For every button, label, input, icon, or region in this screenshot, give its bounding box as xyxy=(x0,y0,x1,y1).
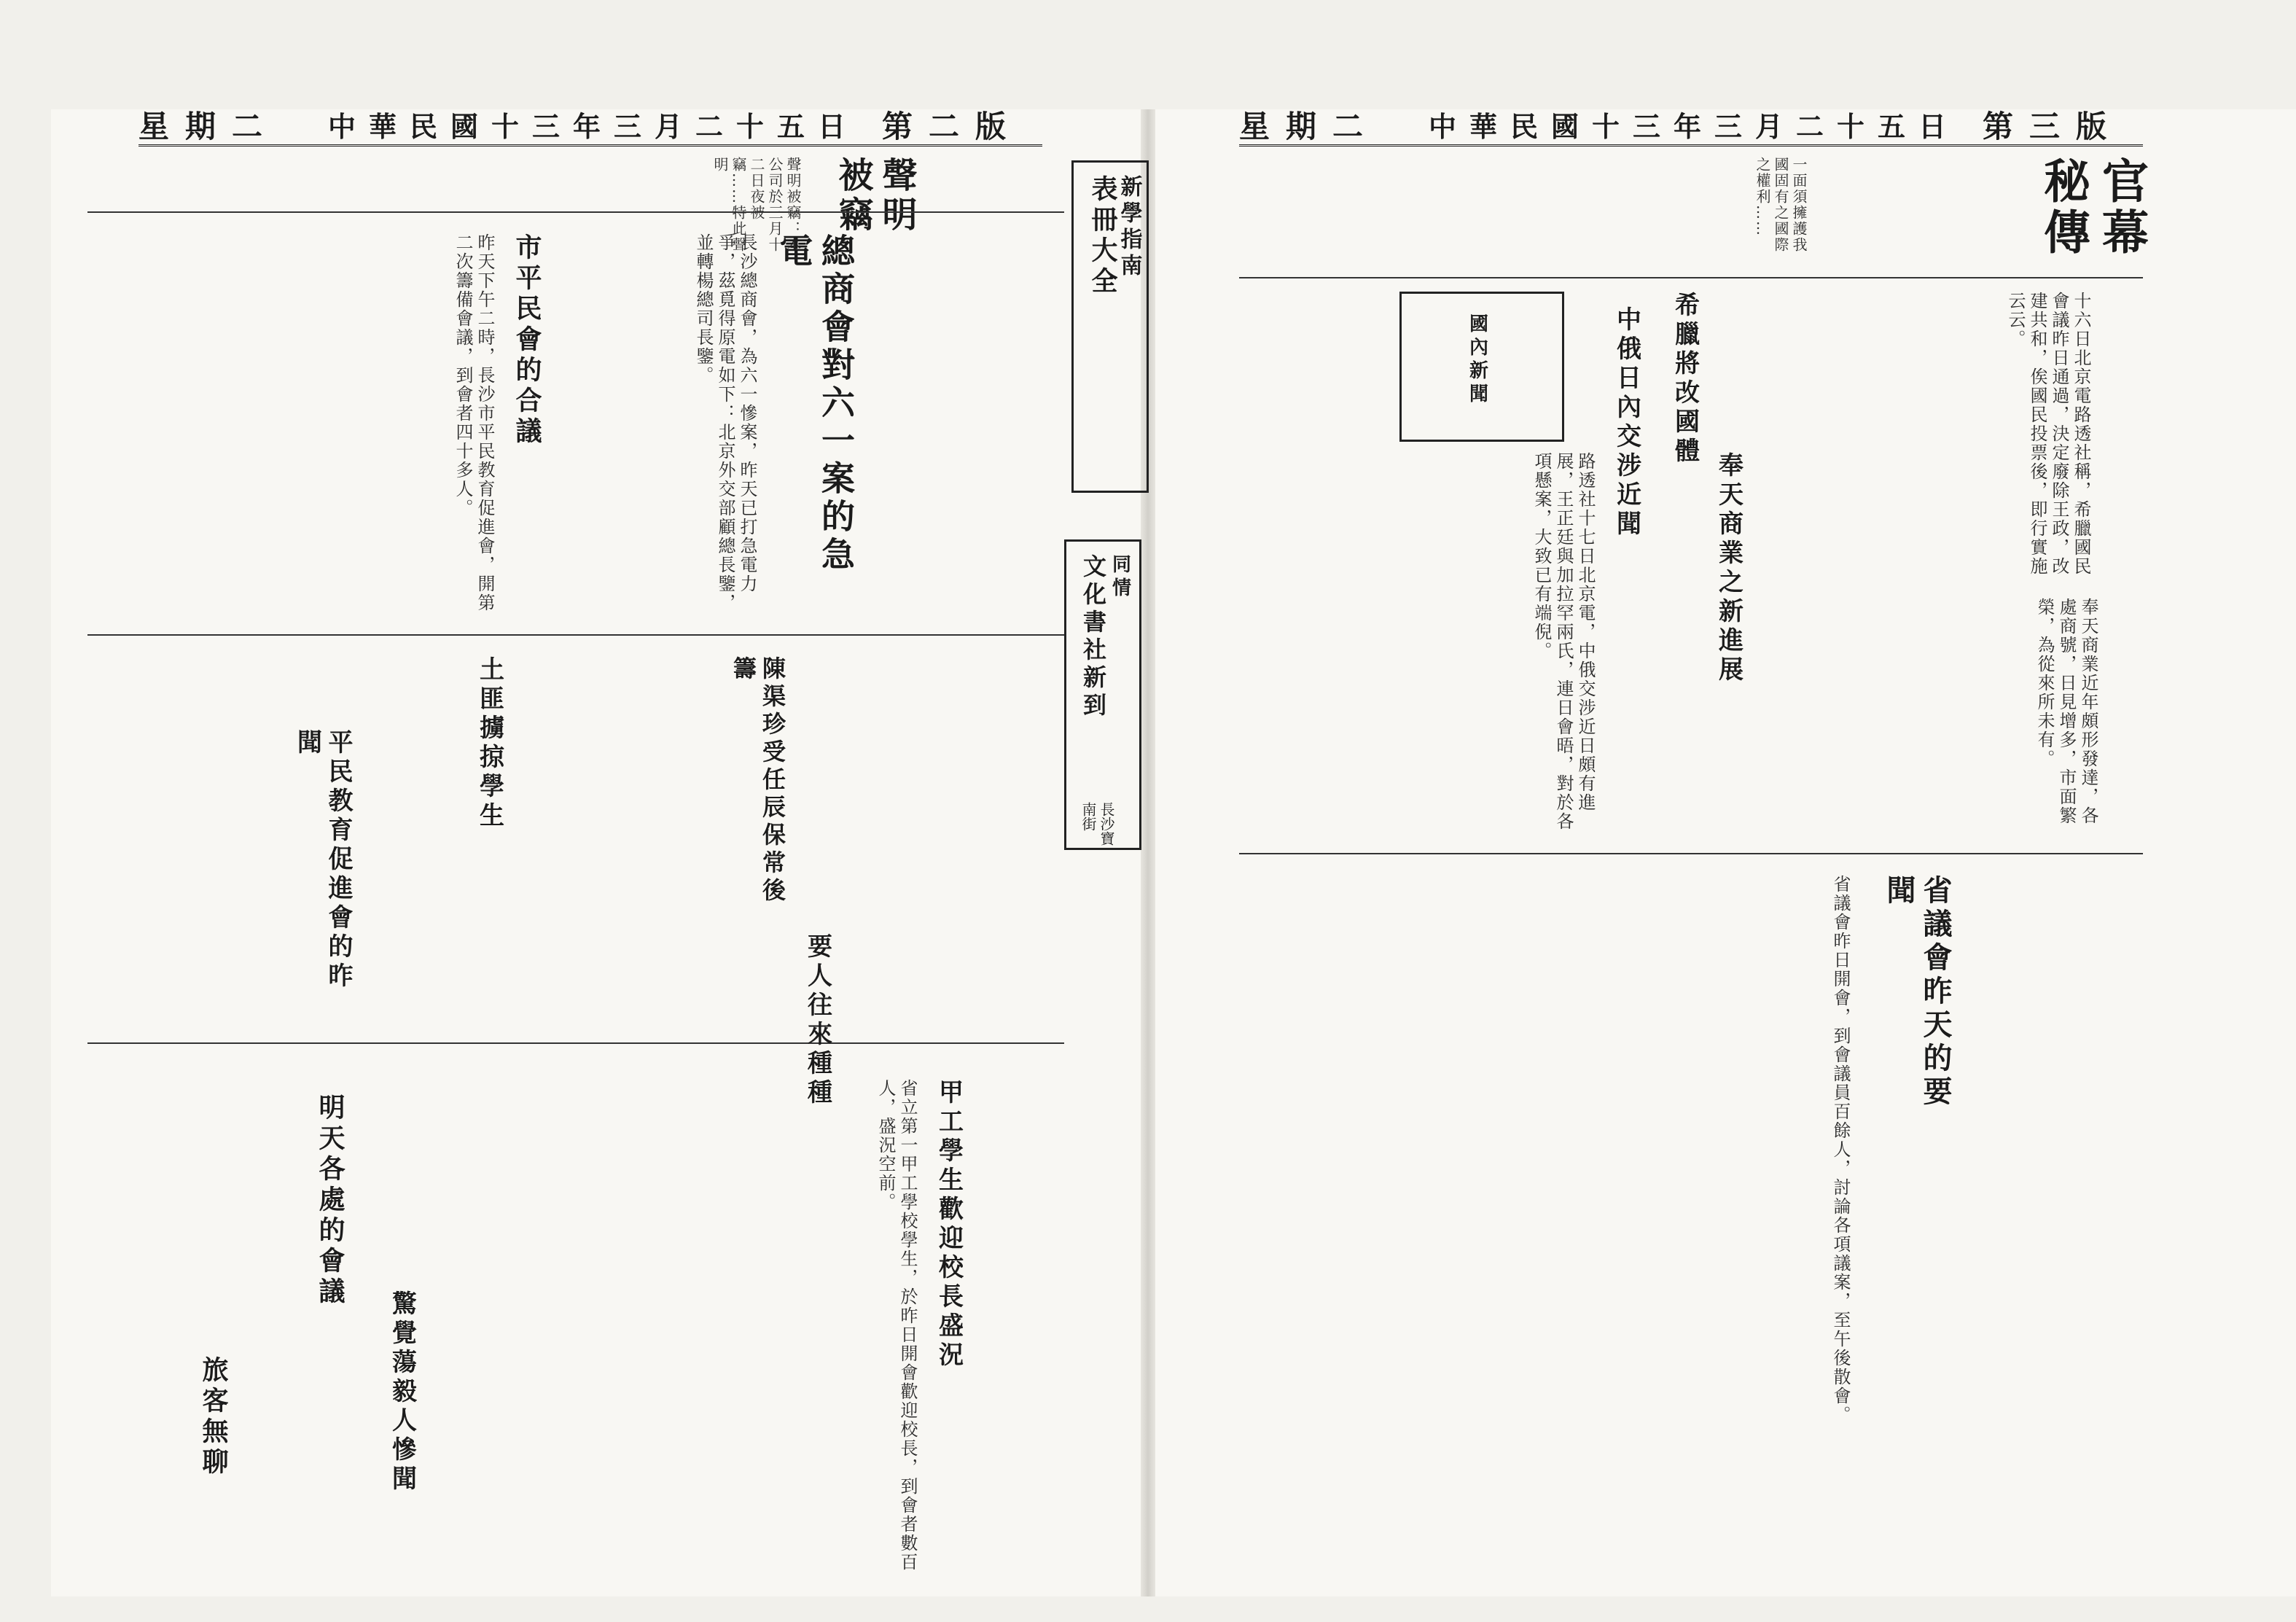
article-title: 陳渠珍受任辰保常後籌 xyxy=(730,656,786,905)
article-title: 旅客無聊 xyxy=(198,1356,229,1478)
article-title: 希臘將改國體 xyxy=(1670,292,1700,467)
right-section-title: 聲明被竊 xyxy=(832,157,917,235)
article-title: 驚覺蕩毅人慘聞 xyxy=(387,1290,417,1494)
right-top-rule xyxy=(87,211,1064,213)
article-body: 十六日北京電路透社稱，希臘國民會議昨日通過，決定廢除王政，改建共和，俟國民投票後，即行實施云云。 xyxy=(2005,292,2091,576)
article-title: 平民教育促進會的昨聞 xyxy=(292,729,353,991)
left-weekday: 星期二 xyxy=(138,109,279,144)
right-mid-rule xyxy=(87,634,1064,636)
bookstore-ad-footer: 長沙寶南街 xyxy=(1079,802,1115,846)
article-body: 路透社十七日北京電，中俄交涉近日頗有進展，王正廷與加拉罕兩氏，連日會晤，對於各項懸案，大致已有端倪。 xyxy=(1531,452,1596,831)
article-body: 奉天商業近年頗形發達，各處商號，日見增多，市面繁榮，為從來所未有。 xyxy=(2034,598,2098,825)
book-ad-subtitle: 新學指南 xyxy=(1116,175,1142,280)
article-title: 市平民會的合議 xyxy=(512,233,542,448)
bookstore-ad-line1: 文化書社新到 xyxy=(1079,554,1107,720)
right-date: 中華民國十三年三月二十五日 xyxy=(1429,110,1960,143)
domestic-news-label: 國內新聞 xyxy=(1466,313,1488,407)
article-title: 要人往來種種 xyxy=(803,933,832,1108)
left-ad-strip: 一面須擁護我國固有之國際之權利…… xyxy=(1754,157,1808,253)
article-body: 昨天下午二時，長沙市平民教育促進會，開第二次籌備會議，到會者四十多人。 xyxy=(453,233,495,612)
bookstore-ad-book: 同情 xyxy=(1109,554,1131,601)
left-date: 中華民國十三年三月二十五日 xyxy=(328,110,859,143)
book-ad-title: 表冊大全 xyxy=(1088,175,1118,297)
article-body: 省立第一甲工學校學生，於昨日開會歡迎校長，到會者數百人，盛況空前。 xyxy=(875,1079,918,1572)
article-title: 奉天商業之新進展 xyxy=(1714,452,1744,685)
right-header xyxy=(1239,109,2143,147)
left-top-rule xyxy=(1239,277,2143,278)
article-title: 土匪擄掠學生 xyxy=(475,656,504,831)
article-title: 甲工學生歡迎校長盛況 xyxy=(934,1079,964,1370)
right-lower-rule xyxy=(87,1042,1064,1044)
article-body: 省議會昨日開會，到會議員百餘人，討論各項議案，至午後散會。 xyxy=(1830,875,1851,1424)
left-page-number: 第二版 xyxy=(882,109,1023,144)
article-title: 明天各處的會議 xyxy=(315,1093,345,1308)
article-body: 長沙總商會，為六一慘案，昨天已打急電力爭，茲覓得原電如下：北京外交部顧總長鑒，並轉楊總司長鑒。 xyxy=(693,233,757,612)
left-mid-rule xyxy=(1239,853,2143,854)
article-title: 省議會昨天的要聞 xyxy=(1882,875,1953,1110)
article-title: 總商會對六一案的急電 xyxy=(774,233,856,574)
left-header xyxy=(138,109,1042,147)
article-title: 中俄日內交涉近聞 xyxy=(1612,306,1641,539)
right-page-number: 第三版 xyxy=(1983,109,2123,144)
right-top-notice: 聲明被竊：本公司於三月十二日夜被竊……特此聲明 xyxy=(711,157,802,253)
right-weekday: 星期二 xyxy=(1239,109,1380,144)
left-section-title: 官幕秘傳 xyxy=(2036,157,2149,259)
